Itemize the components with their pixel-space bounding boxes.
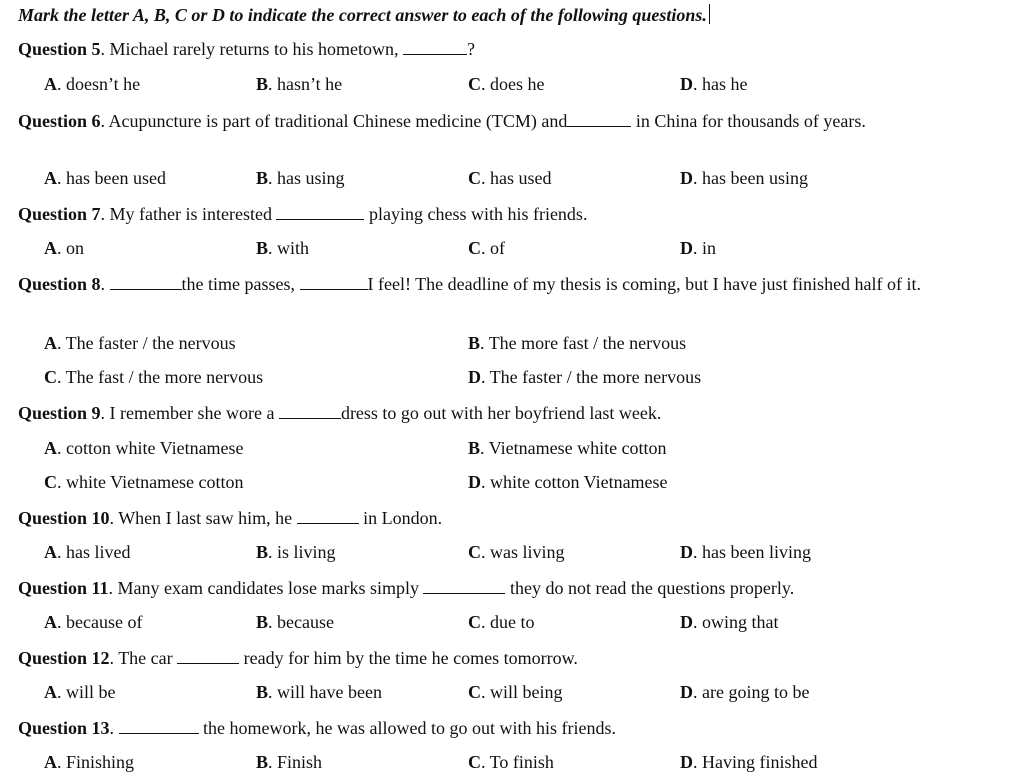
answer-blank: [110, 275, 182, 290]
option-c[interactable]: C. To finish: [468, 752, 554, 772]
answer-blank: [423, 579, 505, 594]
text-cursor: [709, 4, 710, 24]
option-d[interactable]: D. owing that: [680, 612, 779, 632]
question-label: Question 11: [18, 578, 109, 598]
option-b[interactable]: B. hasn’t he: [256, 74, 343, 94]
answer-blank: [567, 112, 631, 127]
options-row: [0, 238, 1024, 262]
option-a[interactable]: A. Finishing: [44, 752, 135, 772]
question-7: Question 7. My father is interested playing chess with his friends.: [18, 204, 588, 224]
question-8: Question 8. the time passes, I feel! The deadline of my thesis is coming, but I have just finished half of it.: [18, 274, 922, 294]
option-d[interactable]: D. The faster / the more nervous: [468, 367, 702, 387]
option-a[interactable]: A. The faster / the nervous: [44, 333, 236, 353]
question-6: Question 6. Acupuncture is part of traditional Chinese medicine (TCM) and in China for thousands of years.: [18, 111, 866, 131]
option-c[interactable]: C. white Vietnamese cotton: [44, 472, 244, 492]
option-c[interactable]: C. was living: [468, 542, 565, 562]
option-a[interactable]: A. cotton white Vietnamese: [44, 438, 244, 458]
option-c[interactable]: C. will being: [468, 682, 563, 702]
options-row: [0, 438, 1024, 462]
instructions: Mark the letter A, B, C or D to indicate the correct answer to each of the following questions.: [18, 4, 710, 26]
question-label: Question 5: [18, 39, 101, 59]
question-label: Question 6: [18, 111, 101, 131]
question-label: Question 7: [18, 204, 101, 224]
option-a[interactable]: A. has lived: [44, 542, 131, 562]
option-b[interactable]: B. because: [256, 612, 334, 632]
option-a[interactable]: A. doesn’t he: [44, 74, 141, 94]
answer-blank: [119, 719, 199, 734]
options-row: [0, 612, 1024, 636]
option-b[interactable]: B. The more fast / the nervous: [468, 333, 687, 353]
option-c[interactable]: C. does he: [468, 74, 545, 94]
question-9: Question 9. I remember she wore a dress to go out with her boyfriend last week.: [18, 403, 662, 423]
answer-blank: [300, 275, 368, 290]
option-d[interactable]: D. in: [680, 238, 717, 258]
options-row: [0, 542, 1024, 566]
option-d[interactable]: D. has been living: [680, 542, 811, 562]
option-c[interactable]: C. The fast / the more nervous: [44, 367, 264, 387]
option-a[interactable]: A. on: [44, 238, 84, 258]
option-d[interactable]: D. has been using: [680, 168, 808, 188]
answer-blank: [177, 649, 239, 664]
options-row: [0, 682, 1024, 706]
option-b[interactable]: B. has using: [256, 168, 345, 188]
options-row: [0, 752, 1024, 776]
answer-blank: [279, 404, 341, 419]
option-b[interactable]: B. with: [256, 238, 310, 258]
option-b[interactable]: B. Vietnamese white cotton: [468, 438, 667, 458]
question-label: Question 10: [18, 508, 110, 528]
question-12: Question 12. The car ready for him by the time he comes tomorrow.: [18, 648, 578, 668]
question-11: Question 11. Many exam candidates lose marks simply they do not read the questions properly.: [18, 578, 795, 598]
option-d[interactable]: D. has he: [680, 74, 748, 94]
question-label: Question 13: [18, 718, 110, 738]
question-label: Question 8: [18, 274, 101, 294]
answer-blank: [403, 40, 467, 55]
option-c[interactable]: C. has used: [468, 168, 552, 188]
option-a[interactable]: A. will be: [44, 682, 116, 702]
question-13: Question 13. the homework, he was allowed to go out with his friends.: [18, 718, 616, 738]
option-d[interactable]: D. are going to be: [680, 682, 810, 702]
question-label: Question 9: [18, 403, 101, 423]
option-a[interactable]: A. has been used: [44, 168, 166, 188]
option-b[interactable]: B. is living: [256, 542, 336, 562]
option-d[interactable]: D. Having finished: [680, 752, 818, 772]
options-row: [0, 367, 1024, 391]
option-c[interactable]: C. due to: [468, 612, 535, 632]
option-c[interactable]: C. of: [468, 238, 505, 258]
option-a[interactable]: A. because of: [44, 612, 143, 632]
options-row: [0, 168, 1024, 192]
options-row: [0, 472, 1024, 496]
answer-blank: [297, 509, 359, 524]
options-row: [0, 74, 1024, 98]
options-row: [0, 333, 1024, 357]
question-10: Question 10. When I last saw him, he in London.: [18, 508, 443, 528]
answer-blank: [276, 205, 364, 220]
option-b[interactable]: B. Finish: [256, 752, 323, 772]
question-label: Question 12: [18, 648, 110, 668]
question-5: Question 5. Michael rarely returns to his hometown, ?: [18, 39, 475, 59]
option-d[interactable]: D. white cotton Vietnamese: [468, 472, 668, 492]
option-b[interactable]: B. will have been: [256, 682, 382, 702]
